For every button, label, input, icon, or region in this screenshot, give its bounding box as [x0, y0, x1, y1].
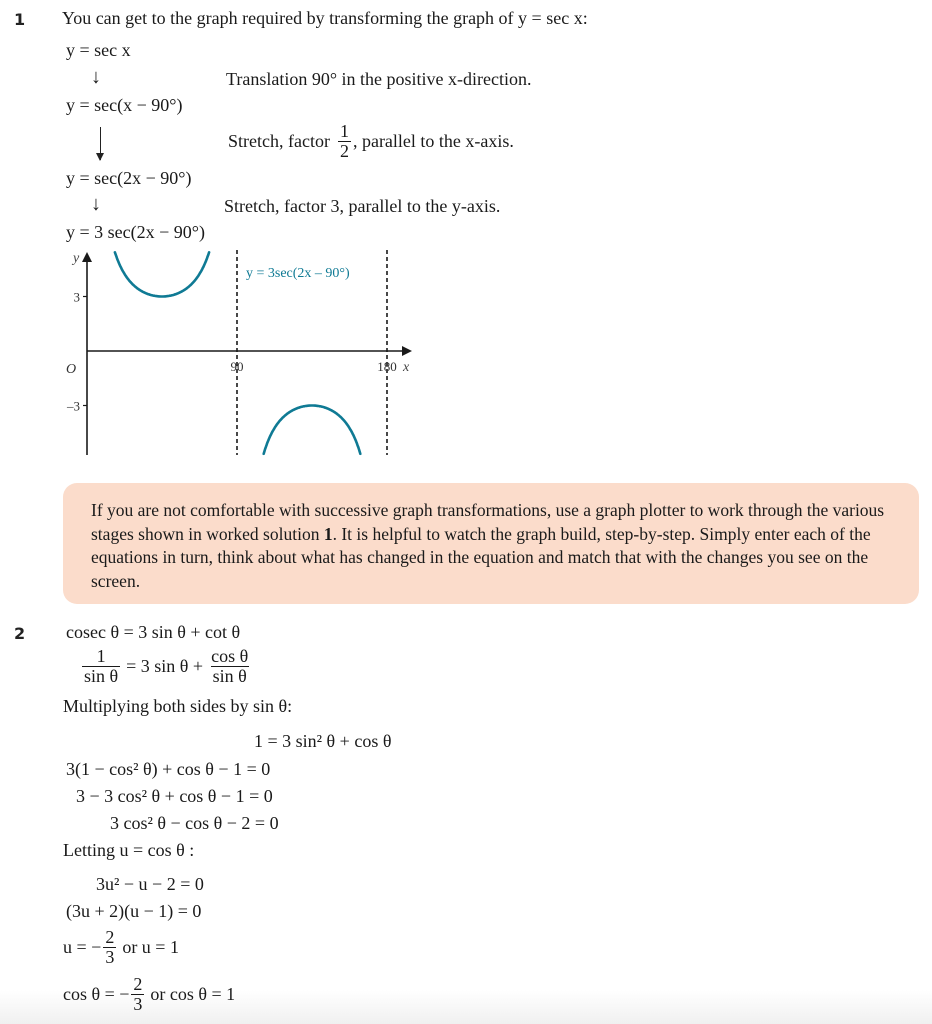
- callout-solution-ref: 1: [323, 523, 333, 544]
- fraction-1-over-sin: [82, 647, 120, 686]
- text-letting: Letting u = cos θ :: [63, 840, 195, 860]
- x-axis-label: x: [403, 360, 410, 375]
- equation-line-10-post: or cos θ = 1: [150, 983, 236, 1004]
- equation-sec-x-minus-90: y = sec(x − 90°): [66, 95, 183, 115]
- x-tick-label-90: 90: [230, 359, 244, 374]
- equation-sec-x: y = sec x: [66, 40, 131, 60]
- down-arrow-icon: ↓: [91, 193, 101, 215]
- fraction-denominator: 3: [133, 993, 143, 1014]
- callout-text-a: If you are not comfortable with successive graph transformations, use a graph plotter to work through the various stages shown in worked solution: [91, 500, 885, 544]
- x-tick-label-180: 180: [377, 359, 397, 374]
- y-axis-label: y: [73, 251, 80, 266]
- equation-line-6: 3 cos² θ − cos θ − 2 = 0: [110, 813, 279, 833]
- step-translation: Translation 90° in the positive x-direction.: [226, 69, 532, 89]
- equation-line-9: [63, 928, 179, 967]
- question-number-2: 2: [14, 624, 26, 643]
- equation-line-1: cosec θ = 3 sin θ + cot θ: [66, 622, 241, 642]
- fraction-numerator: 1: [339, 121, 349, 141]
- fraction-cos-over-sin: [209, 647, 250, 686]
- fraction-numerator: 2: [105, 927, 115, 947]
- question-number-1: 1: [14, 10, 26, 29]
- fraction-two-thirds: [131, 975, 144, 1014]
- equation-line-5: 3 − 3 cos² θ + cos θ − 1 = 0: [76, 786, 273, 806]
- equation-line-9-post: or u = 1: [122, 936, 179, 957]
- equation-3-sec-2x-minus-90: y = 3 sec(2x − 90°): [66, 222, 205, 242]
- equation-line-10-pre: cos θ = −: [63, 983, 130, 1004]
- tip-callout: [63, 483, 919, 604]
- equation-line-2: [80, 647, 252, 686]
- fraction-numerator: 2: [133, 974, 143, 994]
- series-label: y = 3sec(2x – 90°): [246, 266, 350, 281]
- equation-line-10: [63, 975, 235, 1014]
- fraction-denominator: 3: [105, 946, 115, 967]
- text-multiplying: Multiplying both sides by sin θ:: [63, 696, 293, 716]
- solution1-intro: You can get to the graph required by transforming the graph of y = sec x:: [62, 8, 588, 28]
- equation-line-8: (3u + 2)(u − 1) = 0: [66, 901, 202, 921]
- equation-line-4: 3(1 − cos² θ) + cos θ − 1 = 0: [66, 759, 271, 779]
- y-tick-label-3: 3: [73, 289, 80, 305]
- curve-branch-lower: [264, 406, 361, 454]
- callout-text-b: . It is helpful to watch the graph build, step-by-step. Simply enter each of the equations in turn, think about what has changed in the equation and match that with the changes you see on the screen.: [91, 523, 871, 591]
- y-tick-label--3: –3: [67, 398, 80, 414]
- fraction-numerator: cos θ: [211, 646, 249, 666]
- equation-line-9-pre: u = −: [63, 936, 102, 957]
- curve-branch-upper: [115, 252, 209, 296]
- fraction-denominator: sin θ: [212, 665, 247, 686]
- sec-graph-chart: [0, 0, 932, 470]
- stretch-x-pre: Stretch, factor: [228, 130, 330, 151]
- stretch-x-post: , parallel to the x-axis.: [352, 130, 514, 151]
- fraction-two-thirds: [103, 928, 116, 967]
- down-arrow-icon: ↓: [91, 66, 101, 88]
- fraction-denominator: 2: [339, 140, 349, 161]
- fraction-numerator: 1: [96, 646, 106, 666]
- equation-line-2-middle: = 3 sin θ +: [126, 655, 204, 676]
- origin-label: O: [66, 362, 77, 377]
- fraction-denominator: sin θ: [84, 665, 119, 686]
- equation-line-7: 3u² − u − 2 = 0: [96, 874, 204, 894]
- equation-sec-2x-minus-90: y = sec(2x − 90°): [66, 168, 192, 188]
- equation-line-3: 1 = 3 sin² θ + cos θ: [254, 731, 392, 751]
- step-stretch-y: Stretch, factor 3, parallel to the y-axis.: [224, 196, 501, 216]
